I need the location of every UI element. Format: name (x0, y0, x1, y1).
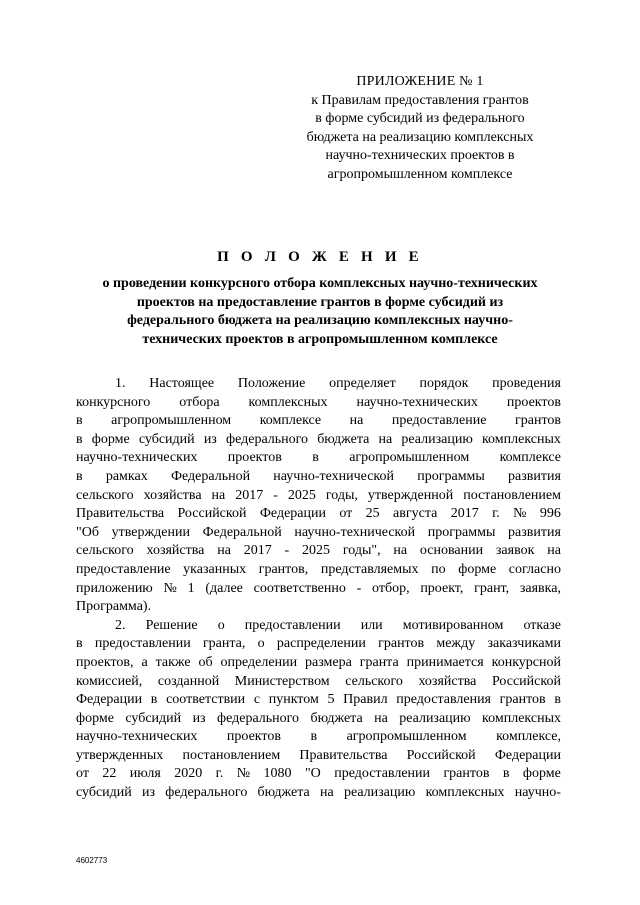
paragraph-line (76, 654, 561, 673)
word: предоставлении (334, 766, 431, 782)
word: хозяйства (418, 673, 477, 689)
word: № (236, 766, 251, 782)
word: Правительства (299, 747, 388, 763)
paragraph-line (76, 412, 561, 431)
word: научно-технической (294, 524, 416, 540)
word: форме (91, 431, 130, 447)
word: между (436, 636, 476, 652)
word: программы (427, 524, 496, 540)
word: конкурсного (76, 394, 151, 410)
word: рамках (105, 468, 148, 484)
word: предоставлении (244, 617, 341, 633)
paragraph-line (76, 561, 561, 580)
word: заявка, (519, 580, 561, 596)
word: представляемых (320, 561, 419, 577)
word: конкурсной (491, 654, 561, 670)
word: субсидий (125, 710, 182, 726)
word: распределении (276, 636, 366, 652)
word: гранта, (202, 636, 246, 652)
word: определяет (329, 376, 396, 391)
word: постановлением (463, 487, 561, 503)
word: Правил (343, 692, 388, 708)
paragraph-line (76, 710, 561, 729)
word: научно-технических (356, 394, 478, 410)
subtitle-line: федерального бюджета на реализацию комплексных научно- (127, 313, 513, 328)
word: 25 (365, 506, 380, 522)
word: Российской (491, 673, 561, 689)
word: Положение (237, 376, 306, 391)
word: из (192, 710, 206, 726)
word: (далее (205, 580, 243, 596)
subtitle-line: о проведении конкурсного отбора комплексных научно-технических (102, 276, 538, 291)
word: соответственно (253, 580, 346, 596)
word: № (163, 580, 177, 596)
word: грантов, (258, 561, 309, 577)
word: на (378, 431, 393, 447)
word: грантов (499, 692, 546, 708)
word: по (431, 561, 446, 577)
word: о (257, 636, 265, 652)
word: также (155, 654, 191, 670)
word: годы, (325, 487, 358, 503)
annex-line: в форме субсидий из федерального (315, 111, 525, 126)
word: 2025 (287, 487, 316, 503)
word: 996 (539, 506, 561, 522)
word: порядок (419, 376, 469, 391)
word: комплексных (481, 431, 561, 447)
word: на (217, 543, 231, 559)
paragraph-line (76, 691, 561, 710)
word: на (211, 487, 226, 503)
word: программы (417, 468, 485, 484)
annex-title: ПРИЛОЖЕНИЕ № 1 (356, 74, 484, 89)
word: агропромышленном (349, 450, 470, 466)
paragraph-line (76, 617, 561, 636)
word: хозяйства (146, 543, 205, 559)
word: проектов (227, 450, 282, 466)
word: развития (508, 524, 561, 540)
word: мотивированном (402, 617, 504, 633)
subtitle-line: технических проектов в агропромышленном комплексе (142, 331, 498, 347)
word: проведения (492, 376, 561, 391)
paragraph-line (76, 505, 561, 524)
word: постановлением (182, 747, 281, 763)
word: от (76, 766, 89, 782)
word: или (360, 617, 383, 633)
word: на (319, 785, 334, 801)
paragraph-line (76, 728, 561, 747)
word: грантов (443, 766, 490, 782)
word: научно-технических (76, 729, 198, 745)
word: - (356, 580, 362, 596)
paragraph-1 (76, 375, 561, 617)
word: предоставление (391, 413, 487, 429)
word: 2025 (302, 543, 331, 559)
word: хозяйства (143, 487, 202, 503)
word: приложению (76, 580, 153, 596)
word: размера (304, 654, 352, 670)
word: утверждении (111, 524, 190, 540)
word: об (198, 654, 213, 670)
word: Министерством (234, 673, 330, 689)
word: грантов (515, 413, 561, 429)
word: № (513, 506, 527, 522)
paragraph-line (76, 542, 561, 561)
word: научно-технической (273, 468, 395, 484)
word: комплексных (248, 394, 328, 410)
document-subtitle (70, 275, 570, 349)
word: с (253, 692, 261, 708)
word: "О (304, 766, 321, 782)
paragraph-2 (76, 617, 561, 803)
word: 2017 (243, 543, 272, 559)
word: о (217, 617, 225, 633)
word: в (76, 413, 83, 429)
word: комплексе (259, 413, 322, 429)
word: комплексных (482, 710, 561, 726)
word: 2017 (450, 506, 479, 522)
word: форме (458, 561, 497, 577)
word: в (150, 692, 158, 708)
annex-line: к Правилам предоставления грантов (311, 92, 529, 108)
paragraph-line (76, 449, 561, 468)
word: заявок (495, 543, 535, 559)
word: 1. (115, 376, 126, 391)
word: - (273, 487, 278, 503)
paragraph-line (76, 524, 561, 543)
word: комплексе (499, 450, 561, 466)
word: на (349, 413, 364, 429)
word: созданной (157, 673, 220, 689)
word: в (312, 450, 319, 466)
word: проект, (420, 580, 464, 596)
word: агропромышленном (346, 729, 467, 745)
paragraph-line (76, 431, 561, 450)
paragraph-line (76, 580, 561, 599)
word: 2017 (235, 487, 264, 503)
word: научно- (514, 785, 561, 801)
word: агропромышленном (111, 413, 232, 429)
word: развития (508, 468, 561, 484)
word: соответствии (166, 692, 246, 708)
word: 1 (187, 580, 195, 596)
word: от (339, 506, 353, 522)
word: из (142, 785, 156, 801)
word: федерального (165, 785, 248, 801)
word: бюджета (310, 710, 363, 726)
word: утвержденных (76, 747, 164, 763)
word: 5 (327, 692, 335, 708)
subtitle-line: проектов на предоставление грантов в форме субсидий из (136, 294, 504, 310)
word: проектов (506, 394, 561, 410)
word: научно-технических (76, 450, 198, 466)
word: а (141, 654, 148, 670)
word: в (310, 729, 318, 745)
word: реализацию (401, 431, 473, 447)
paragraph-line (76, 747, 561, 766)
word: 2020 (174, 766, 203, 782)
word: Федерации (494, 747, 561, 763)
word: форме (522, 766, 561, 782)
word: предоставлении (94, 636, 191, 652)
word: 2. (115, 617, 126, 633)
annex-header (282, 73, 558, 184)
word: форме (76, 710, 114, 726)
word: августа (393, 506, 438, 522)
word: 1080 (263, 766, 292, 782)
word: в (554, 692, 561, 708)
word: гранта (359, 654, 399, 670)
word: Федеральной (170, 468, 251, 484)
paragraph-line (76, 487, 561, 506)
word: грантов (378, 636, 425, 652)
word: предоставление (76, 561, 171, 577)
paragraph-line (76, 468, 561, 487)
word: заказчиками (487, 636, 561, 652)
document-number: 4602773 (76, 856, 108, 865)
word: сельского (76, 543, 134, 559)
word: в (502, 766, 510, 782)
word: утвержденной (367, 487, 454, 503)
word: бюджета (257, 785, 310, 801)
word: Федеральной (202, 524, 282, 540)
word: предоставления (396, 692, 491, 708)
word: субсидий (138, 431, 195, 447)
word: в (76, 636, 83, 652)
word: сельского (76, 487, 134, 503)
word: Федерации (76, 692, 143, 708)
word: Российской (406, 747, 476, 763)
word: г. (215, 766, 224, 782)
word: комплексных (425, 785, 505, 801)
word: Правительства (76, 506, 165, 522)
word: бюджета (317, 431, 370, 447)
word: реализацию (399, 710, 471, 726)
word: грант, (474, 580, 510, 596)
word: пунктом (268, 692, 319, 708)
word: Решение (145, 617, 198, 633)
word: в (76, 468, 83, 484)
paragraph-line (76, 394, 561, 413)
word: отказе (523, 617, 561, 633)
word: в (76, 431, 83, 447)
word: Российской (177, 506, 247, 522)
word: проектов (226, 729, 281, 745)
annex-line: бюджета на реализацию комплексных (306, 129, 534, 145)
word: проектов, (76, 654, 134, 670)
word: 22 (102, 766, 117, 782)
annex-line: научно-технических проектов в (325, 148, 515, 163)
word: основании (419, 543, 484, 559)
word: Федерации (259, 506, 326, 522)
paragraph-line (76, 635, 561, 654)
word: указанных (183, 561, 247, 577)
word: реализацию (343, 785, 416, 801)
word: согласно (508, 561, 561, 577)
word: федерального (226, 431, 309, 447)
document-body (76, 375, 561, 803)
paragraph-line (76, 673, 561, 692)
word: отбора (179, 394, 220, 410)
word: сельского (345, 673, 403, 689)
paragraph-line (76, 784, 561, 803)
word: комиссией, (76, 673, 143, 689)
word: годы", (342, 543, 381, 559)
word: - (284, 543, 290, 559)
word: на (547, 543, 561, 559)
word: г. (492, 506, 500, 522)
word: "Об (76, 524, 99, 540)
word: определении (220, 654, 298, 670)
word: отбор, (372, 580, 410, 596)
word: комплексе, (496, 729, 561, 745)
word: из (203, 431, 217, 447)
word: Программа). (76, 599, 152, 615)
document-title: П О Л О Ж Е Н И Е (217, 249, 423, 265)
word: принимается (406, 654, 484, 670)
paragraph-line (76, 765, 561, 784)
word: на (393, 543, 408, 559)
word: на (374, 710, 388, 726)
word: федерального (217, 710, 300, 726)
word: Настоящее (149, 376, 215, 391)
annex-line: агропромышленном комплексе (327, 166, 513, 182)
paragraph-line (76, 375, 561, 394)
word: субсидий (76, 785, 132, 801)
word: июля (129, 766, 161, 782)
paragraph-line (76, 598, 561, 617)
